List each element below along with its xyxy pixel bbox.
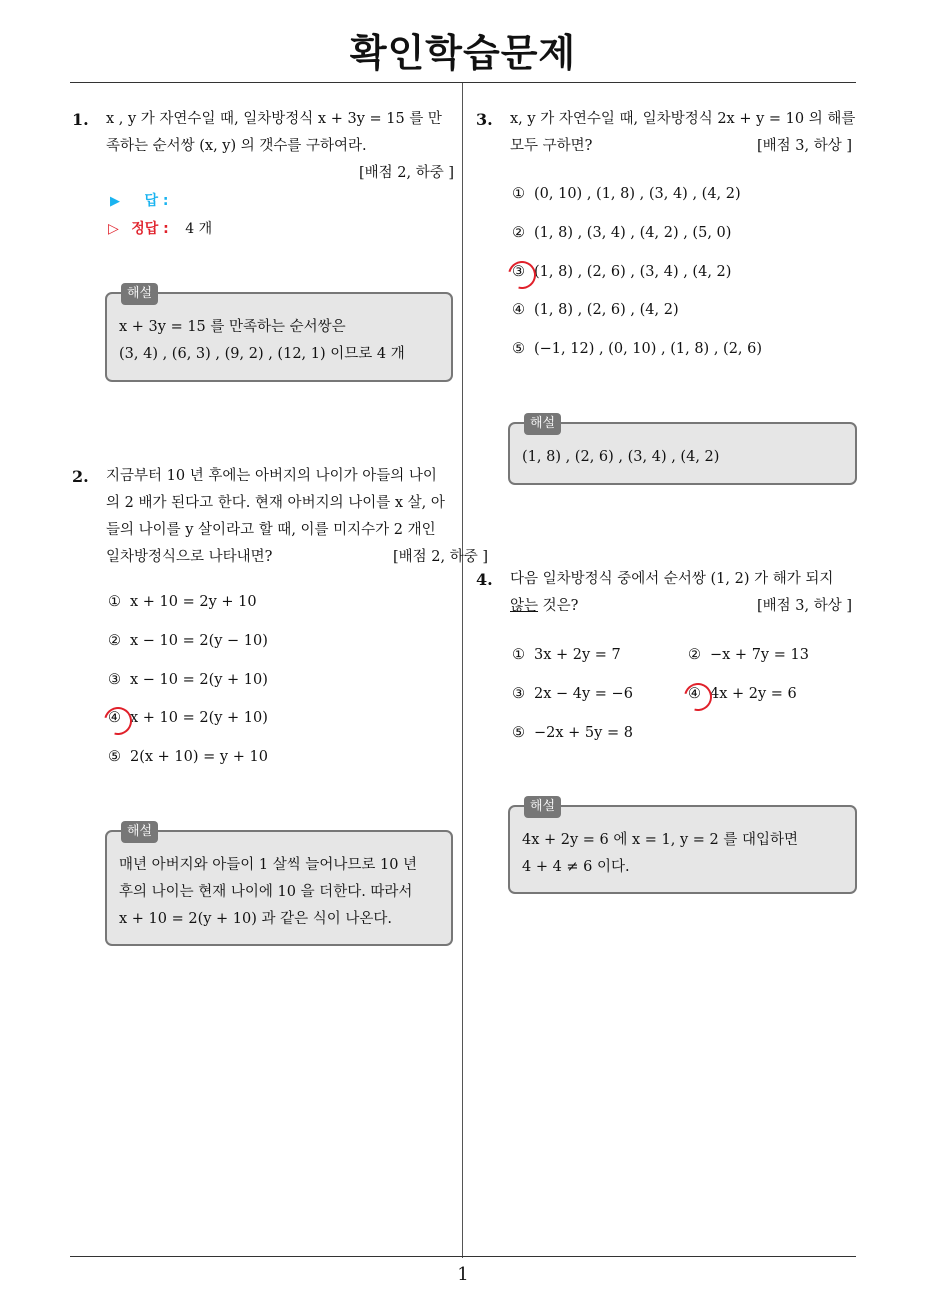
correct-answer-label: 정답 : bbox=[131, 221, 169, 237]
correct-answer-row bbox=[108, 218, 212, 238]
score-label: [배점 2, 하중 ] bbox=[358, 165, 454, 181]
page-number: 1 bbox=[457, 1264, 469, 1285]
selected-circle-icon bbox=[503, 256, 541, 294]
question-4 bbox=[476, 566, 858, 620]
question-number: 1. bbox=[72, 110, 89, 129]
outline-arrow-icon: ▷ bbox=[108, 221, 119, 237]
explanation-line: (1, 8) , (2, 6) , (3, 4) , (4, 2) bbox=[522, 449, 720, 465]
explanation-line: (3, 4) , (6, 3) , (9, 2) , (12, 1) 이므로 4 개 bbox=[119, 346, 405, 362]
top-rule bbox=[70, 82, 856, 83]
explanation-tag: 해설 bbox=[121, 821, 158, 843]
explanation-tag: 해설 bbox=[524, 413, 561, 435]
question-text-line: 다음 일차방정식 중에서 순서쌍 (1, 2) 가 해가 되지 bbox=[510, 571, 834, 587]
page-title: 확인학습문제 bbox=[349, 31, 577, 75]
explanation-line: x + 3y = 15 를 만족하는 순서쌍은 bbox=[119, 319, 346, 335]
explanation-line: 4x + 2y = 6 에 x = 1, y = 2 를 대입하면 bbox=[522, 832, 799, 848]
answer-row[interactable] bbox=[110, 190, 168, 210]
choice-5[interactable]: ⑤ −2x + 5y = 8 bbox=[512, 725, 633, 741]
choice-3[interactable]: ③ 2x − 4y = −6 bbox=[512, 686, 633, 702]
question-text-line: 않는 것은? [배점 3, 하상 ] bbox=[510, 593, 858, 620]
underlined-word: 않는 bbox=[510, 598, 539, 614]
choice-2[interactable]: ② −x + 7y = 13 bbox=[688, 647, 809, 663]
column-divider bbox=[462, 83, 463, 1258]
choice-2[interactable]: ② (1, 8) , (3, 4) , (4, 2) , (5, 0) bbox=[512, 225, 732, 241]
question-1 bbox=[72, 106, 454, 187]
question-text-line: 모두 구하면? [배점 3, 하상 ] bbox=[510, 133, 858, 160]
question-text-line: 지금부터 10 년 후에는 아버지의 나이가 아들의 나이 bbox=[106, 468, 437, 484]
bottom-rule bbox=[70, 1256, 856, 1257]
question-text-line: x, y 가 자연수일 때, 일차방정식 2x + y = 10 의 해를 bbox=[510, 111, 856, 127]
explanation-tag: 해설 bbox=[121, 283, 158, 305]
choice-1[interactable]: ① (0, 10) , (1, 8) , (3, 4) , (4, 2) bbox=[512, 186, 741, 202]
question-number: 2. bbox=[72, 467, 89, 486]
explanation-box bbox=[105, 824, 453, 946]
question-text-line: 일차방정식으로 나타내면? [배점 2, 하중 ] bbox=[106, 544, 454, 571]
explanation-box bbox=[508, 799, 857, 894]
choice-3[interactable]: ③ (1, 8) , (2, 6) , (3, 4) , (4, 2) bbox=[512, 264, 732, 280]
question-text-line: x , y 가 자연수일 때, 일차방정식 x + 3y = 15 를 만 bbox=[106, 111, 442, 127]
question-2 bbox=[72, 463, 488, 571]
explanation-box bbox=[508, 416, 857, 485]
explanation-line: 4 + 4 ≠ 6 이다. bbox=[522, 859, 630, 875]
explanation-line: x + 10 = 2(y + 10) 과 같은 식이 나온다. bbox=[119, 911, 393, 927]
question-3 bbox=[476, 106, 858, 160]
score-label: [배점 2, 하중 ] bbox=[392, 549, 488, 565]
answer-label: 답 : bbox=[144, 193, 169, 209]
question-text-line: 의 2 배가 된다고 한다. 현재 아버지의 나이를 x 살, 아 bbox=[106, 495, 445, 511]
score-label: [배점 3, 하상 ] bbox=[756, 138, 852, 154]
explanation-line: 매년 아버지와 아들이 1 살씩 늘어나므로 10 년 bbox=[119, 857, 418, 873]
choice-4[interactable]: ④ (1, 8) , (2, 6) , (4, 2) bbox=[512, 302, 679, 318]
choice-2[interactable]: ② x − 10 = 2(y − 10) bbox=[108, 633, 268, 649]
choice-1[interactable]: ① 3x + 2y = 7 bbox=[512, 647, 621, 663]
question-text-line: 들의 나이를 y 살이라고 할 때, 이를 미지수가 2 개인 bbox=[106, 522, 436, 538]
correct-answer-value: 4 개 bbox=[185, 221, 213, 237]
choice-3[interactable]: ③ x − 10 = 2(y + 10) bbox=[108, 672, 268, 688]
choice-5[interactable]: ⑤ (−1, 12) , (0, 10) , (1, 8) , (2, 6) bbox=[512, 341, 763, 357]
question-number: 3. bbox=[476, 110, 493, 129]
explanation-tag: 해설 bbox=[524, 796, 561, 818]
explanation-line: 후의 나이는 현재 나이에 10 을 더한다. 따라서 bbox=[119, 884, 413, 900]
selected-circle-icon bbox=[99, 702, 137, 740]
question-number: 4. bbox=[476, 570, 493, 589]
choice-4[interactable]: ④ 4x + 2y = 6 bbox=[688, 686, 797, 702]
choice-4[interactable]: ④ x + 10 = 2(y + 10) bbox=[108, 710, 268, 726]
question-text-line: 족하는 순서쌍 (x, y) 의 갯수를 구하여라. bbox=[106, 138, 367, 154]
explanation-box bbox=[105, 286, 453, 382]
selected-circle-icon bbox=[679, 678, 717, 716]
choice-5[interactable]: ⑤ 2(x + 10) = y + 10 bbox=[108, 749, 268, 765]
play-arrow-icon: ▶ bbox=[110, 194, 120, 209]
choice-1[interactable]: ① x + 10 = 2y + 10 bbox=[108, 594, 257, 610]
score-label: [배점 3, 하상 ] bbox=[756, 598, 852, 614]
